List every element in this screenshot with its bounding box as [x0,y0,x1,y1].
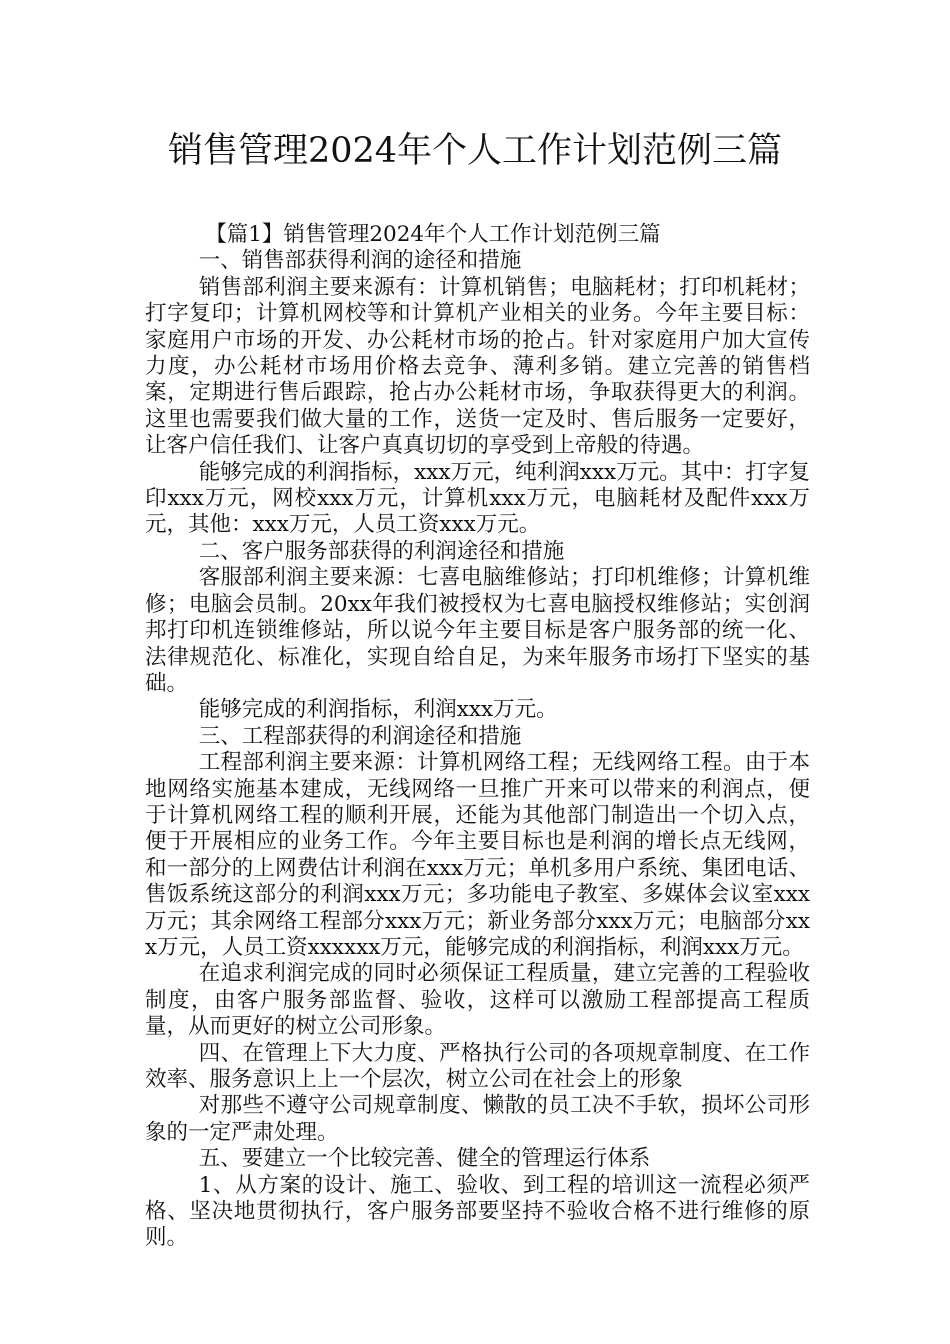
paragraph-engineering-sources: 工程部利润主要来源：计算机网络工程；无线网络工程。由于本地网络实施基本建成，无线网络一旦推广开来可以带来的利润点，便于计算机网络工程的顺利开展，还能为其他部门制造出一个切入点，便于开展相应的业务工作。今年主要目标也是利润的增长点无线网，和一部分的上网费估计利润在xxx万元；单机多用户系统、集团电话、售饭系统这部分的利润xxx万元；多功能电子教室、多媒体会议室xxx万元；其余网络工程部分xxx万元；新业务部分xxx万元；电脑部分xxx万元，人员工资xxxxxx万元，能够完成的利润指标，利润xxx万元。 [145,750,810,960]
section-heading-1: 一、销售部获得利润的途径和措施 [198,248,522,274]
paragraph-sales-sources: 销售部利润主要来源有：计算机销售；电脑耗材；打印机耗材；打字复印；计算机网校等和计算机产业相关的业务。今年主要目标：家庭用户市场的开发、办公耗材市场的抢占。针对家庭用户加大宣传力度，办公耗材市场用价格去竞争、薄利多销。建立完善的销售档案，定期进行售后跟踪，抢占办公耗材市场，争取获得更大的利润。这里也需要我们做大量的工作，送货一定及时、售后服务一定要好，让客户信任我们、让客户真真切切的享受到上帝般的待遇。 [145,274,810,459]
document-title: 销售管理2024年个人工作计划范例三篇 [167,131,783,171]
paragraph-process: 1、从方案的设计、施工、验收、到工程的培训这一流程必须严格、坚决地贯彻执行，客户服务部要坚持不验收合格不进行维修的原则。 [145,1172,810,1251]
paragraph-engineering-quality: 在追求利润完成的同时必须保证工程质量，建立完善的工程验收制度，由客户服务部监督、验收，这样可以激励工程部提高工程质量，从而更好的树立公司形象。 [145,961,810,1040]
section-heading-3: 三、工程部获得的利润途径和措施 [198,723,522,749]
document-body [145,222,810,1252]
article-heading: 【篇1】销售管理2024年个人工作计划范例三篇 [205,222,661,247]
paragraph-service-sources: 客服部利润主要来源：七喜电脑维修站；打印机维修；计算机维修；电脑会员制。20xx年我们被授权为七喜电脑授权维修站；实创润邦打印机连锁维修站，所以说今年主要目标是客户服务部的统一化、法律规范化、标准化，实现自给自足，为来年服务市场打下坚实的基础。 [145,565,810,696]
paragraph-service-targets: 能够完成的利润指标，利润xxx万元。 [198,697,558,723]
paragraph-sales-targets: 能够完成的利润指标，xxx万元，纯利润xxx万元。其中：打字复印xxx万元，网校xxx万元，计算机xxx万元，电脑耗材及配件xxx万元，其他：xxx万元，人员工资xxx万元。 [145,459,810,538]
paragraph-discipline: 对那些不遵守公司规章制度、懒散的员工决不手软，损坏公司形象的一定严肃处理。 [145,1093,810,1145]
section-heading-5: 五、要建立一个比较完善、健全的管理运行体系 [198,1146,651,1172]
section-heading-4: 四、在管理上下大力度、严格执行公司的各项规章制度、在工作效率、服务意识上上一个层次，树立公司在社会上的形象 [145,1040,810,1092]
section-heading-2: 二、客户服务部获得的利润途径和措施 [198,538,565,564]
